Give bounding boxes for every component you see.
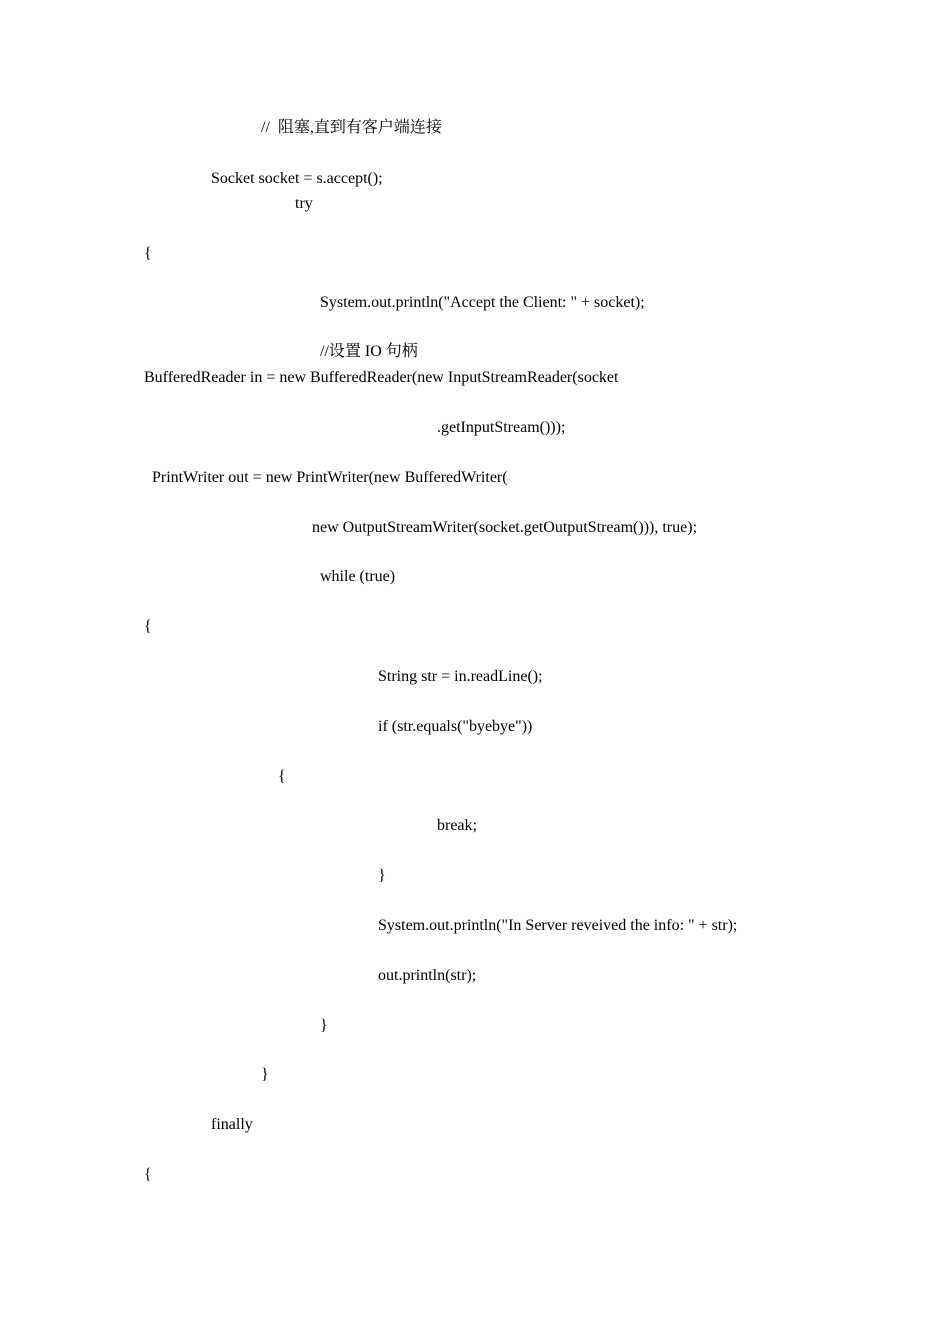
code-line-if-byebye: if (str.equals("byebye")) — [378, 718, 533, 735]
code-line-print-accept: System.out.println("Accept the Client: " + socket); — [320, 294, 645, 311]
code-line-break: break; — [437, 817, 477, 834]
code-line-close-brace: } — [320, 1017, 328, 1034]
code-line-open-brace: { — [144, 245, 152, 262]
code-line-while-true: while (true) — [320, 568, 396, 585]
code-line-close-brace: } — [261, 1066, 269, 1083]
code-line-out-println: out.println(str); — [378, 967, 477, 984]
code-line-open-brace: { — [144, 618, 152, 635]
code-line-try: try — [295, 195, 313, 212]
code-line-read-line: String str = in.readLine(); — [378, 668, 543, 685]
code-line-socket-accept: Socket socket = s.accept(); — [211, 170, 383, 187]
code-line-close-brace: } — [378, 867, 386, 884]
code-line-open-brace: { — [144, 1166, 152, 1183]
code-line-print-writer: PrintWriter out = new PrintWriter(new BufferedWriter( — [152, 469, 508, 486]
code-line-finally: finally — [211, 1116, 253, 1133]
code-line-output-stream-writer: new OutputStreamWriter(socket.getOutputStream())), true); — [312, 519, 698, 536]
code-line-buffered-reader: BufferedReader in = new BufferedReader(new InputStreamReader(socket — [144, 369, 619, 386]
code-line-get-input-stream: .getInputStream())); — [437, 419, 566, 436]
code-line-comment-blocking: // 阻塞,直到有客户端连接 — [261, 119, 442, 136]
code-line-comment-io: //设置 IO 句柄 — [320, 343, 418, 360]
code-line-open-brace: { — [278, 768, 286, 785]
code-line-print-received: System.out.println("In Server reveived the info: " + str); — [378, 917, 738, 934]
